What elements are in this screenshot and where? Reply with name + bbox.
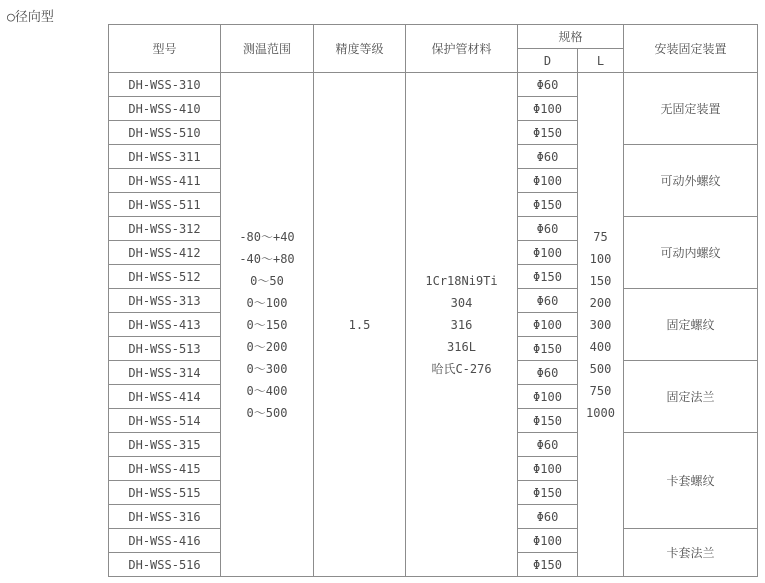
- header-mounting: 安装固定装置: [624, 25, 758, 73]
- diameter-cell: Φ100: [518, 457, 578, 481]
- diameter-cell: Φ100: [518, 529, 578, 553]
- model-cell: DH-WSS-316: [109, 505, 221, 529]
- line: 500: [589, 361, 612, 376]
- diameter-cell: Φ150: [518, 121, 578, 145]
- line: 1000: [586, 405, 615, 420]
- line: 0～100: [246, 295, 288, 310]
- line: 150: [589, 273, 612, 288]
- spec-table-body: [109, 73, 758, 577]
- table-row: [109, 73, 758, 97]
- model-cell: DH-WSS-516: [109, 553, 221, 577]
- header-temp-range: 测温范围: [221, 25, 314, 73]
- temp-range-cell: [221, 73, 314, 577]
- diameter-cell: Φ150: [518, 337, 578, 361]
- model-cell: DH-WSS-410: [109, 97, 221, 121]
- diameter-cell: Φ100: [518, 241, 578, 265]
- line: 200: [589, 295, 612, 310]
- model-cell: DH-WSS-415: [109, 457, 221, 481]
- diameter-cell: Φ60: [518, 289, 578, 313]
- model-cell: DH-WSS-512: [109, 265, 221, 289]
- line: 哈氏C-276: [431, 361, 492, 376]
- spec-table: [108, 24, 758, 577]
- model-cell: DH-WSS-414: [109, 385, 221, 409]
- model-cell: DH-WSS-416: [109, 529, 221, 553]
- line: -80～+40: [239, 229, 295, 244]
- diameter-cell: Φ150: [518, 553, 578, 577]
- model-cell: DH-WSS-314: [109, 361, 221, 385]
- model-cell: DH-WSS-412: [109, 241, 221, 265]
- model-cell: DH-WSS-510: [109, 121, 221, 145]
- header-row-1: [109, 25, 758, 49]
- accuracy-cell: 1.5: [314, 73, 406, 577]
- model-cell: DH-WSS-310: [109, 73, 221, 97]
- line: 400: [589, 339, 612, 354]
- line: -40～+80: [239, 251, 295, 266]
- line: 0～200: [246, 339, 288, 354]
- line: 0～300: [246, 361, 288, 376]
- diameter-cell: Φ150: [518, 481, 578, 505]
- line: 304: [450, 295, 473, 310]
- line: 0～150: [246, 317, 288, 332]
- diameter-cell: Φ150: [518, 409, 578, 433]
- header-spec-l: L: [578, 49, 624, 73]
- diameter-cell: Φ60: [518, 361, 578, 385]
- mounting-cell: 卡套法兰: [624, 529, 758, 577]
- line: 316L: [447, 339, 476, 354]
- header-tube-material: 保护管材料: [406, 25, 518, 73]
- mounting-cell: 无固定装置: [624, 73, 758, 145]
- diameter-cell: Φ60: [518, 433, 578, 457]
- line: 300: [589, 317, 612, 332]
- model-cell: DH-WSS-413: [109, 313, 221, 337]
- mounting-cell: 固定法兰: [624, 361, 758, 433]
- mounting-cell: 可动内螺纹: [624, 217, 758, 289]
- diameter-cell: Φ60: [518, 145, 578, 169]
- model-cell: DH-WSS-313: [109, 289, 221, 313]
- model-cell: DH-WSS-315: [109, 433, 221, 457]
- line: 75: [593, 229, 608, 244]
- line: 0～50: [250, 273, 284, 288]
- model-cell: DH-WSS-511: [109, 193, 221, 217]
- mounting-cell: 固定螺纹: [624, 289, 758, 361]
- diameter-cell: Φ100: [518, 169, 578, 193]
- header-spec: 规格: [518, 25, 624, 49]
- diameter-cell: Φ100: [518, 313, 578, 337]
- material-cell: [406, 73, 518, 577]
- line: 0～400: [246, 383, 288, 398]
- diameter-cell: Φ100: [518, 385, 578, 409]
- line: 1Cr18Ni9Ti: [425, 273, 498, 288]
- temp-range-lines: [221, 226, 313, 424]
- page-title: ○径向型: [7, 10, 54, 25]
- model-cell: DH-WSS-515: [109, 481, 221, 505]
- header-model: 型号: [109, 25, 221, 73]
- diameter-cell: Φ60: [518, 217, 578, 241]
- line: 100: [589, 251, 612, 266]
- model-cell: DH-WSS-312: [109, 217, 221, 241]
- diameter-cell: Φ150: [518, 193, 578, 217]
- header-spec-d: D: [518, 49, 578, 73]
- material-lines: [406, 270, 517, 380]
- mounting-cell: 可动外螺纹: [624, 145, 758, 217]
- diameter-cell: Φ60: [518, 505, 578, 529]
- model-cell: DH-WSS-514: [109, 409, 221, 433]
- model-cell: DH-WSS-311: [109, 145, 221, 169]
- line: 0～500: [246, 405, 288, 420]
- spec-table-header: [109, 25, 758, 73]
- line: 316: [450, 317, 473, 332]
- diameter-cell: Φ60: [518, 73, 578, 97]
- diameter-cell: Φ100: [518, 97, 578, 121]
- length-lines: [578, 226, 623, 424]
- model-cell: DH-WSS-513: [109, 337, 221, 361]
- header-accuracy: 精度等级: [314, 25, 406, 73]
- length-cell: [578, 73, 624, 577]
- diameter-cell: Φ150: [518, 265, 578, 289]
- mounting-cell: 卡套螺纹: [624, 433, 758, 529]
- line: 750: [589, 383, 612, 398]
- model-cell: DH-WSS-411: [109, 169, 221, 193]
